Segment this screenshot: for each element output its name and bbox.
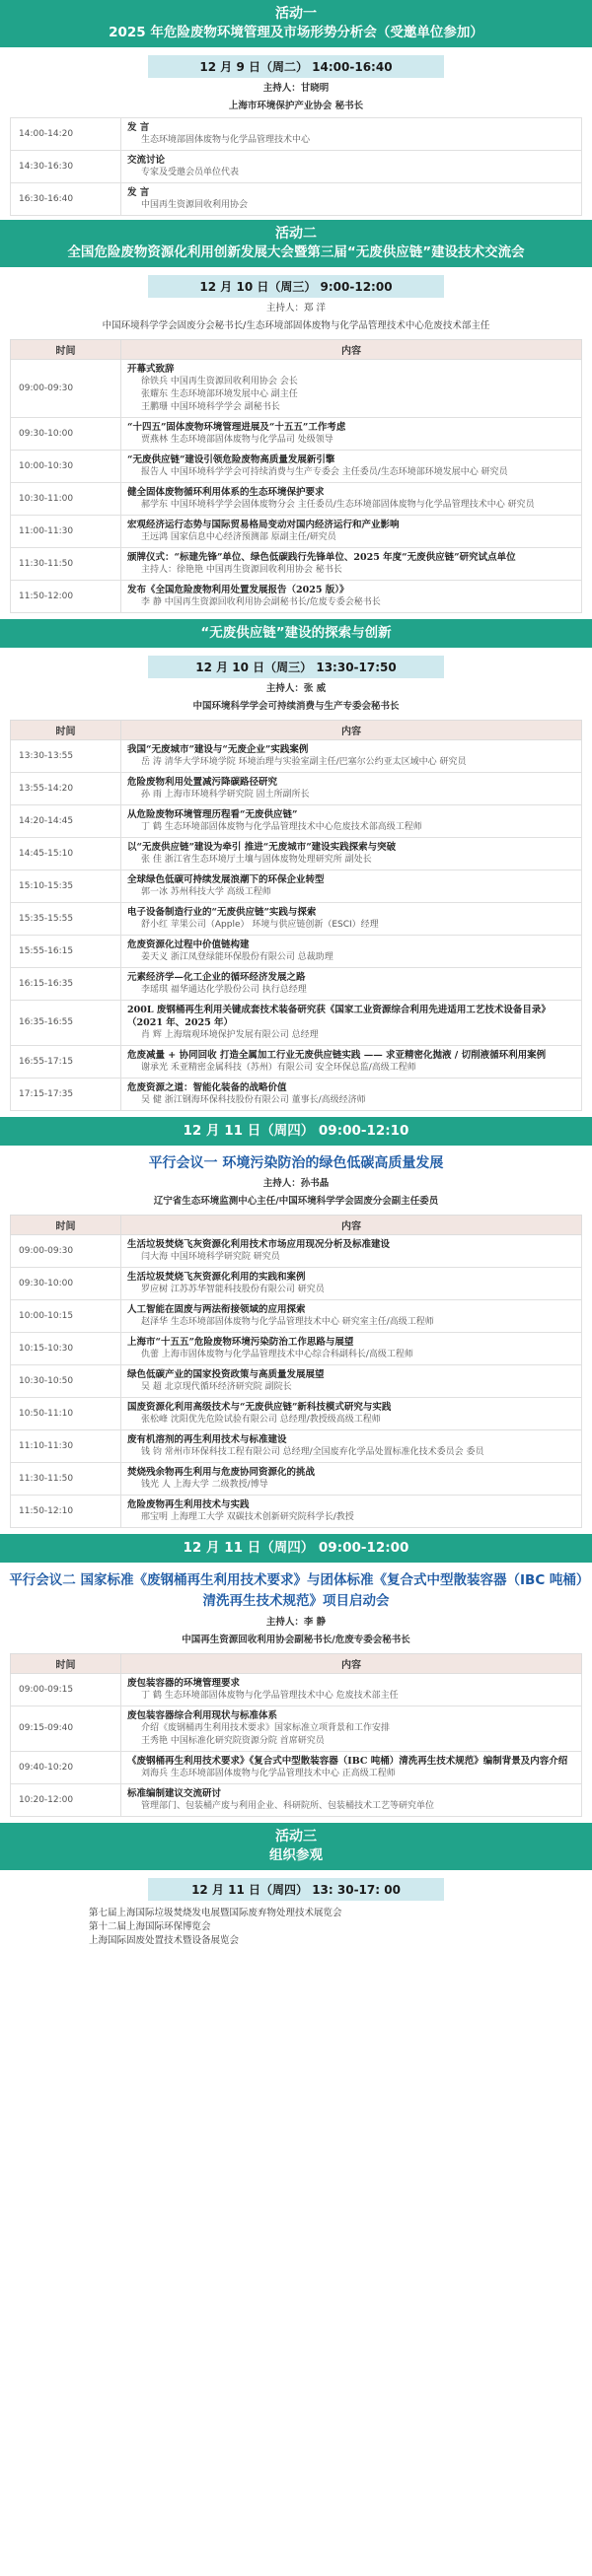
content-header: 内容 xyxy=(121,340,582,360)
row-time: 09:00-09:30 xyxy=(11,360,121,418)
table-row xyxy=(11,968,582,1001)
row-detail: 中国再生资源回收利用协会 xyxy=(141,200,249,210)
row-detail: 吴 超 北京现代循环经济研究院 副院长 xyxy=(141,1382,292,1392)
row-content xyxy=(121,838,582,870)
innovation-chair-org: 中国环境科学学会可持续消费与生产专委会秘书长 xyxy=(192,701,400,712)
row-time: 10:00-10:15 xyxy=(11,1300,121,1333)
forum1-chair: 主持人：孙书晶 xyxy=(262,1178,330,1189)
row-title: 《废钢桶再生利用技术要求》《复合式中型散装容器（IBC 吨桶）清洗再生技术规范》编制背景及内容介绍 xyxy=(127,1756,568,1767)
activity3-title: 组织参观 xyxy=(269,1847,323,1863)
row-content xyxy=(121,870,582,903)
row-content xyxy=(121,1752,582,1784)
activity1-title: 2025 年危险废物环境管理及市场形势分析会（受邀单位参加） xyxy=(109,25,483,40)
row-detail: 管理部门、包装桶产废与利用企业、科研院所、包装桶技术工艺等研究单位 xyxy=(141,1801,435,1811)
activity1-chair: 主持人：甘晓明 xyxy=(262,83,330,94)
row-time: 11:10-11:30 xyxy=(11,1430,121,1463)
row-detail: 报告人 中国环境科学学会可持续消费与生产专委会 主任委员/生态环境部环境发展中心 研究员 xyxy=(141,467,508,477)
activity1-table xyxy=(10,117,582,216)
forum1-title: 平行会议一 环境污染防治的绿色低碳高质量发展 xyxy=(148,1155,444,1171)
row-content xyxy=(121,418,582,451)
row-title: 发 言 xyxy=(127,187,150,198)
row-title: 废有机溶剂的再生利用技术与标准建设 xyxy=(127,1434,287,1445)
activity2-date: 12 月 10 日（周三） 9:00-12:00 xyxy=(0,273,592,300)
row-time: 11:30-11:50 xyxy=(11,548,121,581)
row-time: 09:00-09:30 xyxy=(11,1235,121,1268)
time-header: 时间 xyxy=(11,340,121,360)
row-title: 200L 废钢桶再生利用关键成套技术装备研究获《国家工业资源综合利用先进适用工艺技术设备目录》（2021 年、2025 年） xyxy=(127,1005,551,1028)
table-row xyxy=(11,1079,582,1111)
row-detail: 生态环境部固体废物与化学品管理技术中心 xyxy=(141,135,311,145)
row-detail: 郭一冰 苏州科技大学 高级工程师 xyxy=(141,887,271,897)
row-time: 16:30-16:40 xyxy=(11,183,121,216)
row-content xyxy=(121,516,582,548)
activity1-label: 活动一 xyxy=(275,6,317,22)
row-content xyxy=(121,451,582,483)
row-time: 11:00-11:30 xyxy=(11,516,121,548)
row-time: 13:30-13:55 xyxy=(11,740,121,773)
row-content xyxy=(121,1268,582,1300)
table-row xyxy=(11,581,582,613)
table-row xyxy=(11,1333,582,1365)
table-row xyxy=(11,1046,582,1079)
row-title: 全球绿色低碳可持续发展浪潮下的环保企业转型 xyxy=(127,874,325,885)
activity1-banner xyxy=(0,0,592,47)
innovation-title: “无废供应链”建设的探索与创新 xyxy=(200,625,392,641)
row-content xyxy=(121,903,582,936)
row-title: 颁牌仪式：“标建先锋”单位、绿色低碳践行先锋单位、2025 年度“无废供应链”研究试点单位 xyxy=(127,552,516,563)
table-row xyxy=(11,773,582,805)
row-title: 发布《全国危险废物利用处置发展报告（2025 版）》 xyxy=(127,585,349,595)
row-title: 从危险废物环境管理历程看“无废供应链” xyxy=(127,809,298,820)
table-row xyxy=(11,740,582,773)
forum1-table xyxy=(10,1215,582,1528)
row-time: 16:35-16:55 xyxy=(11,1001,121,1046)
row-time: 10:20-12:00 xyxy=(11,1784,121,1817)
table-row xyxy=(11,1365,582,1398)
row-time: 09:30-10:00 xyxy=(11,418,121,451)
table-row xyxy=(11,1784,582,1817)
row-content xyxy=(121,1674,582,1706)
content-header: 内容 xyxy=(121,721,582,740)
innovation-banner xyxy=(0,619,592,648)
activity2-chair: 主持人：郑 洋 xyxy=(265,303,327,313)
row-title: 元素经济学—化工企业的循环经济发展之路 xyxy=(127,972,306,983)
innovation-table xyxy=(10,720,582,1111)
forum2-table xyxy=(10,1653,582,1817)
forum2-date-banner xyxy=(0,1534,592,1563)
row-content xyxy=(121,740,582,773)
row-detail: 罗应树 江苏苏华智能科技股份有限公司 研究员 xyxy=(141,1285,325,1294)
row-detail: 郝学东 中国环境科学学会固体废物分会 主任委员/生态环境部固体废物与化学品管理技术中心 研究员 xyxy=(141,500,535,510)
row-time: 15:35-15:55 xyxy=(11,903,121,936)
row-detail: 肖 辉 上海瑞观环境保护发展有限公司 总经理 xyxy=(141,1030,319,1040)
table-row xyxy=(11,903,582,936)
innovation-date: 12 月 10 日（周三） 13:30-17:50 xyxy=(0,654,592,680)
row-detail: 刘海兵 生态环境部固体废物与化学品管理技术中心 正高级工程师 xyxy=(141,1769,396,1778)
row-detail: 舒小红 苹果公司（Apple） 环境与供应链创新（ESCI）经理 xyxy=(141,920,379,930)
row-time: 10:50-11:10 xyxy=(11,1398,121,1430)
table-row xyxy=(11,183,582,216)
row-detail: 专家及受邀会员单位代表 xyxy=(141,168,240,177)
row-detail: 李瑶琪 福华通达化学股份公司 执行总经理 xyxy=(141,985,307,995)
time-header: 时间 xyxy=(11,721,121,740)
visit-item: 第十二届上海国际环保博览会 xyxy=(89,1921,211,1932)
table-row xyxy=(11,151,582,183)
content-header: 内容 xyxy=(121,1654,582,1674)
row-content xyxy=(121,805,582,838)
row-title: 以“无废供应链”建设为牵引 推进“无废城市”建设实践探索与突破 xyxy=(127,842,397,853)
innovation-chair: 主持人：张 威 xyxy=(265,683,327,694)
row-content xyxy=(121,1046,582,1079)
row-title: 宏观经济运行态势与国际贸易格局变动对国内经济运行和产业影响 xyxy=(127,520,400,530)
row-detail: 邢宝明 上海理工大学 双碳技术创新研究院科学长/教授 xyxy=(141,1512,354,1522)
row-detail: 王远鸿 国家信息中心经济预测部 原副主任/研究员 xyxy=(141,532,336,542)
activity3-date: 12 月 11 日（周四） 13: 30-17: 00 xyxy=(0,1876,592,1903)
row-title: 发 言 xyxy=(127,122,150,133)
table-row xyxy=(11,1463,582,1496)
row-detail: 仇蕾 上海市固体废物与化学品管理技术中心综合科副科长/高级工程师 xyxy=(141,1350,413,1359)
row-time: 10:15-10:30 xyxy=(11,1333,121,1365)
row-title: 绿色低碳产业的国家投资政策与高质量发展展望 xyxy=(127,1369,325,1380)
table-row xyxy=(11,451,582,483)
row-title: 电子设备制造行业的“无废供应链”实践与探索 xyxy=(127,907,317,918)
row-title: 危废资源之道：智能化装备的战略价值 xyxy=(127,1082,287,1093)
row-title: 交流讨论 xyxy=(127,155,166,166)
activity3-label: 活动三 xyxy=(275,1829,317,1845)
row-detail: 钱光 人 上海大学 二级教授/博导 xyxy=(141,1480,268,1490)
row-title: 危险废物利用处置减污降碳路径研究 xyxy=(127,777,278,788)
table-row xyxy=(11,870,582,903)
row-title: 国废资源化利用高级技术与“无废供应链”新科技模式研究与实践 xyxy=(127,1402,392,1413)
row-title: 生活垃圾焚烧飞灰资源化利用技术市场应用现况分析及标准建设 xyxy=(127,1239,391,1250)
row-detail: 张耀东 生态环境部环境发展中心 副主任 xyxy=(141,389,298,399)
row-title: 废包装容器的环境管理要求 xyxy=(127,1678,241,1689)
row-time: 14:00-14:20 xyxy=(11,118,121,151)
activity3-banner xyxy=(0,1823,592,1870)
row-title: 健全固体废物循环利用体系的生态环境保护要求 xyxy=(127,487,325,498)
row-title: 我国“无废城市”建设与“无废企业”实践案例 xyxy=(127,744,309,755)
row-content xyxy=(121,483,582,516)
row-detail: 谢承光 禾亚精密金属科技（苏州）有限公司 安全环保总监/高级工程师 xyxy=(141,1063,416,1073)
row-time: 11:50-12:00 xyxy=(11,581,121,613)
table-row xyxy=(11,548,582,581)
row-detail: 孙 雨 上海市环境科学研究院 固土所副所长 xyxy=(141,790,310,800)
row-content xyxy=(121,1001,582,1046)
visit-item: 上海国际固废处置技术暨设备展览会 xyxy=(89,1935,240,1946)
row-content xyxy=(121,1398,582,1430)
row-content xyxy=(121,581,582,613)
row-detail: 徐铁兵 中国再生资源回收利用协会 会长 xyxy=(141,377,298,386)
table-row xyxy=(11,516,582,548)
row-detail: 丁 鹤 生态环境部固体废物与化学品管理技术中心 危废技术部主任 xyxy=(141,1691,399,1701)
row-detail: 赵泽华 生态环境部固体废物与化学品管理技术中心 研究室主任/高级工程师 xyxy=(141,1317,434,1327)
row-detail: 钱 钧 常州市环保科技工程有限公司 总经理/全国废弃化学品处置标准化技术委员会 委员 xyxy=(141,1447,484,1457)
row-content xyxy=(121,1706,582,1752)
row-time: 10:00-10:30 xyxy=(11,451,121,483)
activity3-items xyxy=(0,1903,592,1952)
table-row xyxy=(11,118,582,151)
forum1-date-banner xyxy=(0,1117,592,1146)
row-time: 09:40-10:20 xyxy=(11,1752,121,1784)
table-row xyxy=(11,805,582,838)
row-time: 10:30-10:50 xyxy=(11,1365,121,1398)
row-title: 废包装容器综合利用现状与标准体系 xyxy=(127,1710,278,1721)
row-content xyxy=(121,968,582,1001)
row-time: 11:30-11:50 xyxy=(11,1463,121,1496)
forum2-title: 平行会议二 国家标准《废钢桶再生利用技术要求》与团体标准《复合式中型散装容器（IBC 吨桶）清洗再生技术规范》项目启动会 xyxy=(9,1572,583,1609)
forum2-date: 12 月 11 日（周四） 09:00-12:00 xyxy=(183,1540,409,1556)
activity1-chair-org: 上海市环境保护产业协会 秘书长 xyxy=(228,101,364,111)
table-row xyxy=(11,1001,582,1046)
row-time: 15:55-16:15 xyxy=(11,936,121,968)
table-row xyxy=(11,483,582,516)
row-content xyxy=(121,1079,582,1111)
table-row xyxy=(11,1752,582,1784)
row-content xyxy=(121,548,582,581)
row-time: 14:30-16:30 xyxy=(11,151,121,183)
activity1-date: 12 月 9 日（周二） 14:00-16:40 xyxy=(0,53,592,80)
forum1-date: 12 月 11 日（周四） 09:00-12:10 xyxy=(183,1123,409,1139)
row-content xyxy=(121,183,582,216)
row-time: 15:10-15:35 xyxy=(11,870,121,903)
row-time: 14:45-15:10 xyxy=(11,838,121,870)
activity2-chair-org: 中国环境科学学会固废分会秘书长/生态环境部固体废物与化学品管理技术中心危废技术部主任 xyxy=(102,320,490,331)
row-detail: 岳 涛 清华大学环境学院 环境治理与实验室副主任/巴塞尔公约亚太区域中心 研究员 xyxy=(141,757,467,767)
forum2-chair-org: 中国再生资源回收利用协会副秘书长/危废专委会秘书长 xyxy=(182,1635,410,1645)
activity2-title: 全国危险废物资源化利用创新发展大会暨第三届“无废供应链”建设技术交流会 xyxy=(67,244,525,260)
row-time: 09:30-10:00 xyxy=(11,1268,121,1300)
row-time: 10:30-11:00 xyxy=(11,483,121,516)
content-header: 内容 xyxy=(121,1216,582,1235)
time-header: 时间 xyxy=(11,1654,121,1674)
row-detail: 张松峰 沈阳优先危险试验有限公司 总经理/教授级高级工程师 xyxy=(141,1415,381,1425)
row-time: 13:55-14:20 xyxy=(11,773,121,805)
row-title: “无废供应链”建设引领危险废物高质量发展新引擎 xyxy=(127,454,335,465)
row-detail: 王鹏珊 中国环境科学学会 副秘书长 xyxy=(141,402,280,412)
row-detail: 王秀艳 中国标准化研究院资源分院 首席研究员 xyxy=(141,1736,325,1746)
time-header: 时间 xyxy=(11,1216,121,1235)
row-content xyxy=(121,360,582,418)
row-content xyxy=(121,1496,582,1528)
row-time: 11:50-12:10 xyxy=(11,1496,121,1528)
visit-item: 第七届上海国际垃圾焚烧发电展暨国际废弃物处理技术展览会 xyxy=(89,1908,342,1918)
row-time: 16:15-16:35 xyxy=(11,968,121,1001)
row-content xyxy=(121,1463,582,1496)
row-detail: 李 静 中国再生资源回收利用协会副秘书长/危废专委会秘书长 xyxy=(141,597,381,607)
row-content xyxy=(121,118,582,151)
forum2-chair: 主持人：李 静 xyxy=(265,1617,327,1628)
row-title: 危险废物再生利用技术与实践 xyxy=(127,1499,250,1510)
row-title: 开幕式致辞 xyxy=(127,364,175,375)
row-detail: 姜天义 浙江凤登绿能环保股份有限公司 总裁助理 xyxy=(141,952,333,962)
table-row xyxy=(11,360,582,418)
row-time: 17:15-17:35 xyxy=(11,1079,121,1111)
table-row xyxy=(11,838,582,870)
table-row xyxy=(11,1300,582,1333)
activity2-table xyxy=(10,339,582,613)
table-row xyxy=(11,1496,582,1528)
row-content xyxy=(121,1365,582,1398)
forum1-chair-org: 辽宁省生态环境监测中心主任/中国环境科学学会固废分会副主任委员 xyxy=(153,1196,439,1207)
row-title: 危废资源化过程中价值链构建 xyxy=(127,940,250,950)
table-row xyxy=(11,1268,582,1300)
activity2-banner xyxy=(0,220,592,267)
table-row xyxy=(11,418,582,451)
row-detail: 贾燕林 生态环境部固体废物与化学品司 处级领导 xyxy=(141,435,333,445)
table-row xyxy=(11,1706,582,1752)
table-row xyxy=(11,936,582,968)
row-detail: 介绍《废钢桶再生利用技术要求》国家标准立项背景和工作安排 xyxy=(141,1723,391,1733)
row-time: 09:00-09:15 xyxy=(11,1674,121,1706)
row-time: 16:55-17:15 xyxy=(11,1046,121,1079)
row-title: 生活垃圾焚烧飞灰资源化利用的实践和案例 xyxy=(127,1272,306,1283)
row-title: 人工智能在固废与两法衔接领域的应用探索 xyxy=(127,1304,306,1315)
row-content xyxy=(121,1430,582,1463)
row-detail: 丁 鹤 生态环境部固体废物与化学品管理技术中心危废技术部高级工程师 xyxy=(141,822,422,832)
row-content xyxy=(121,1333,582,1365)
row-title: 标准编制建议交流研讨 xyxy=(127,1788,222,1799)
row-content xyxy=(121,151,582,183)
row-detail: 吴 健 浙江钢海环保科技股份有限公司 董事长/高级经济师 xyxy=(141,1095,366,1105)
table-row xyxy=(11,1235,582,1268)
row-detail: 张 佳 浙江省生态环境厅土壤与固体废物处理研究所 副处长 xyxy=(141,855,372,865)
row-time: 14:20-14:45 xyxy=(11,805,121,838)
row-detail: 主持人：徐艳艳 中国再生资源回收利用协会 秘书长 xyxy=(141,565,342,575)
row-title: 危废减量 + 协同回收 打造全属加工行业无废供应链实践 —— 求亚精密化抛液 / 切削液循环利用案例 xyxy=(127,1050,547,1061)
activity2-label: 活动二 xyxy=(275,226,317,242)
row-content xyxy=(121,1784,582,1817)
table-row xyxy=(11,1430,582,1463)
row-content xyxy=(121,1300,582,1333)
row-title: 焚烧残余物再生利用与危废协同资源化的挑战 xyxy=(127,1467,316,1478)
table-row xyxy=(11,1674,582,1706)
row-content xyxy=(121,773,582,805)
row-title: “十四五”固体废物环境管理进展及“十五五”工作考虑 xyxy=(127,422,346,433)
row-title: 上海市“十五五”危险废物环境污染防治工作思路与展望 xyxy=(127,1337,354,1348)
row-content xyxy=(121,936,582,968)
row-time: 09:15-09:40 xyxy=(11,1706,121,1752)
row-detail: 闫大海 中国环境科学研究院 研究员 xyxy=(141,1252,280,1262)
row-content xyxy=(121,1235,582,1268)
table-row xyxy=(11,1398,582,1430)
